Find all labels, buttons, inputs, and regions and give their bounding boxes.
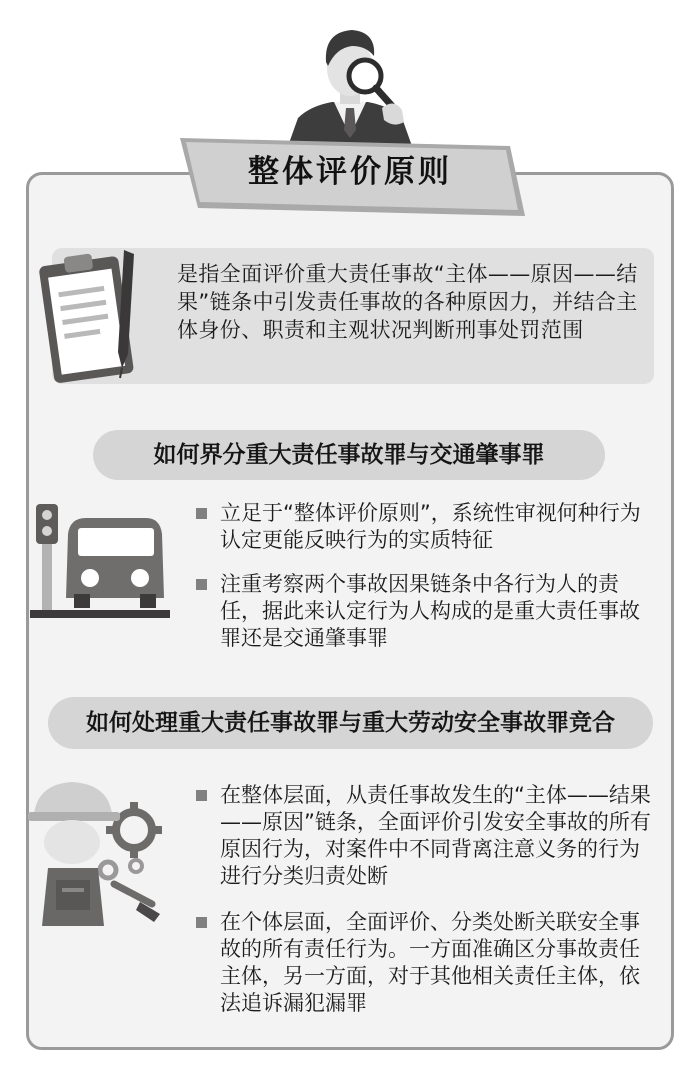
list-item-text: 注重考察两个事故因果链条中各行为人的责任，据此来认定行为人构成的是重大责任事故罪还是交通肇事罪 <box>220 572 640 650</box>
worker-gears-icon <box>28 776 164 926</box>
truck-traffic-light-icon <box>30 498 170 620</box>
definition-text: 是指全面评价重大责任事故“主体——原因——结果”链条中引发责任事故的各种原因力，并结合主体身份、职责和主观状况判断刑事处罚范围 <box>177 262 638 342</box>
list-item <box>196 782 658 890</box>
bullet-square-icon <box>196 917 207 928</box>
list-item <box>196 500 658 554</box>
list-item <box>196 571 658 652</box>
clipboard-pen-icon <box>36 246 146 388</box>
bullet-square-icon <box>196 508 207 519</box>
page-title: 整体评价原则 <box>248 154 452 190</box>
section1-heading: 如何界分重大责任事故罪与交通肇事罪 <box>93 430 605 480</box>
list-item-text: 在个体层面，全面评价、分类处断关联安全事故的所有责任行为。一方面准确区分事故责任主体，另一方面，对于其他相关责任主体，依法追诉漏犯漏罪 <box>220 910 640 1015</box>
list-item-text: 在整体层面，从责任事故发生的“主体——结果——原因”链条，全面评价引发安全事故的所有原因行为，对案件中不同背离注意义务的行为进行分类归责处断 <box>220 783 651 888</box>
section2-heading: 如何处理重大责任事故罪与重大劳动安全事故罪竞合 <box>48 697 653 749</box>
magnifier-person-icon <box>270 18 430 146</box>
list-item <box>196 909 658 1017</box>
bullet-square-icon <box>196 790 207 801</box>
bullet-square-icon <box>196 579 207 590</box>
list-item-text: 立足于“整体评价原则”，系统性审视何种行为认定更能反映行为的实质特征 <box>220 501 641 552</box>
